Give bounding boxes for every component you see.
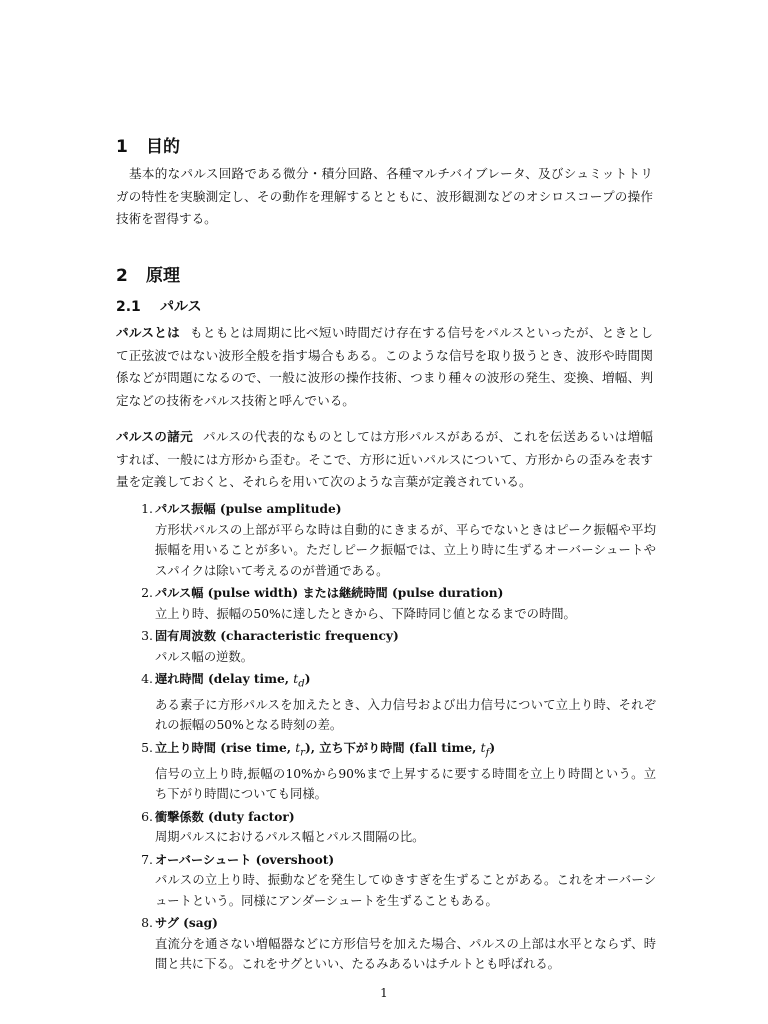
purpose-paragraph: 基本的なパルス回路である微分・積分回路、各種マルチバイブレータ、及びシュミットトリガの特性を実験測定し、その動作を理解するとともに、波形観測などのオシロスコープの操作技術を習得する。 bbox=[116, 166, 653, 226]
term-en: (pulse duration) bbox=[392, 586, 504, 600]
definition-body: 立上り時、振幅の50%に達したときから、下降時同じ値となるまでの時間。 bbox=[155, 606, 576, 621]
item-number: 3. bbox=[141, 628, 153, 643]
definition-item bbox=[116, 850, 656, 912]
definition-item bbox=[116, 626, 656, 667]
definition-item bbox=[116, 913, 656, 975]
term-en bbox=[220, 740, 316, 759]
definition-term bbox=[155, 913, 656, 934]
math-symbol bbox=[295, 740, 306, 759]
paragraph-heading: パルスの諸元 bbox=[116, 429, 193, 444]
term-en: (pulse width) bbox=[207, 586, 299, 600]
term-en: (overshoot) bbox=[255, 852, 335, 867]
subscript: f bbox=[485, 747, 490, 759]
definition-term bbox=[155, 499, 656, 520]
subsection-title-text: パルス bbox=[160, 299, 202, 315]
term-en bbox=[408, 740, 496, 759]
pulse-parameters-paragraph bbox=[116, 426, 653, 494]
definition-term bbox=[155, 850, 656, 871]
definition-body: ある素子に方形パルスを加えたとき、入力信号および出力信号について立上り時、それぞれの振幅の50%となる時刻の差。 bbox=[155, 697, 656, 733]
subscript: d bbox=[298, 678, 305, 690]
math-symbol bbox=[293, 672, 305, 690]
term-en-text: ), bbox=[305, 740, 316, 755]
definition-term bbox=[155, 626, 656, 647]
symbol: t bbox=[480, 740, 486, 755]
subscript: r bbox=[300, 747, 306, 759]
term-en: (duty factor) bbox=[208, 809, 295, 824]
definition-term bbox=[155, 669, 656, 695]
term-jp: オーバーシュート bbox=[155, 852, 252, 867]
definition-body: パルス幅の逆数。 bbox=[155, 649, 254, 664]
term-en-text: (rise time, bbox=[220, 740, 296, 755]
term-jp: 衝撃係数 bbox=[155, 809, 204, 824]
term-en-text: (fall time, bbox=[408, 740, 481, 755]
definition-list bbox=[116, 499, 656, 977]
item-number: 8. bbox=[141, 915, 153, 931]
definition-body: パルスの立上り時、振動などを発生してゆきすぎを生ずることがある。これをオーバーシュートという。同様にアンダーシュートを生ずることもある。 bbox=[155, 873, 656, 908]
definition-term bbox=[155, 807, 656, 828]
definition-item bbox=[116, 738, 656, 805]
definition-body: 方形状パルスの上部が平らな時は自動的にきまるが、平らでないときはピーク振幅や平均振幅を用いることが多い。ただしピーク振幅では、立上り時に生ずるオーバーシュートやスパイクは除いて考えるのが普通である。 bbox=[155, 522, 656, 578]
definition-item bbox=[116, 807, 656, 848]
item-number: 7. bbox=[141, 851, 153, 867]
term-jp: 立ち下がり時間 bbox=[319, 740, 405, 755]
paragraph-heading: パルスとは bbox=[116, 325, 181, 340]
item-number: 2. bbox=[141, 585, 153, 600]
pulse-definition-paragraph bbox=[116, 322, 653, 412]
definition-body: 直流分を通さない増幅器などに方形信号を加えた場合、パルスの上部は水平とならず、時間と共に下る。これをサグといい、たるみあるいはチルトとも呼ばれる。 bbox=[155, 936, 656, 972]
term-en: (pulse amplitude) bbox=[219, 502, 342, 516]
term-jp: パルス振幅 bbox=[155, 502, 216, 516]
subsection-number: 2.1 bbox=[116, 299, 141, 315]
definition-item bbox=[116, 499, 656, 581]
symbol: t bbox=[293, 672, 299, 686]
section-title-text: 原理 bbox=[146, 266, 180, 286]
definition-item bbox=[116, 583, 656, 624]
subsection-heading-pulse bbox=[116, 296, 202, 316]
term-en-text: ) bbox=[489, 740, 496, 755]
definition-body: 信号の立上り時,振幅の10%から90%まで上昇するに要する時間を立上り時間という。立ち下がり時間についても同様。 bbox=[155, 766, 656, 802]
item-number: 1. bbox=[141, 501, 153, 516]
section-heading-purpose bbox=[116, 132, 180, 157]
symbol: t bbox=[295, 740, 301, 755]
definition-term bbox=[155, 583, 656, 604]
term-en-text: (delay time, bbox=[208, 672, 294, 686]
term-jp: サグ bbox=[155, 916, 179, 931]
paragraph-text: パルスの代表的なものとしては方形パルスがあるが、これを伝送あるいは増幅すれば、一般には方形から歪む。そこで、方形に近いパルスについて、方形からの歪みを表す量を定義しておくと、それらを用いて次のような言葉が定義されている。 bbox=[116, 429, 653, 489]
term-en: (sag) bbox=[183, 916, 218, 931]
item-number: 5. bbox=[141, 739, 153, 755]
term-jp: 固有周波数 bbox=[155, 629, 216, 643]
section-title-text: 目的 bbox=[146, 137, 180, 157]
page-number: 1 bbox=[380, 986, 388, 1000]
item-number: 4. bbox=[141, 671, 153, 686]
definition-item bbox=[116, 669, 656, 736]
term-en-text: ) bbox=[304, 672, 311, 686]
term-en bbox=[208, 672, 311, 690]
term-jp: パルス幅 bbox=[155, 586, 204, 600]
section-number: 1 bbox=[116, 137, 128, 157]
section-number: 2 bbox=[116, 266, 128, 286]
term-jp: または継続時間 bbox=[302, 586, 388, 600]
section-heading-principle bbox=[116, 261, 180, 286]
definition-body: 周期パルスにおけるパルス幅とパルス間隔の比。 bbox=[155, 830, 425, 845]
item-number: 6. bbox=[141, 808, 153, 824]
term-jp: 遅れ時間 bbox=[155, 672, 204, 686]
definition-term bbox=[155, 738, 656, 764]
paragraph-text: もともとは周期に比べ短い時間だけ存在する信号をパルスといったが、ときとして正弦波ではない波形全般を指す場合もある。このような信号を取り扱うとき、波形や時間関係などが問題になるので、一般に波形の操作技術、つまり種々の波形の発生、変換、増幅、判定などの技術をパルス技術と呼んでいる。 bbox=[116, 325, 654, 408]
term-jp: 立上り時間 bbox=[155, 740, 216, 755]
term-en: (characteristic frequency) bbox=[220, 629, 399, 643]
